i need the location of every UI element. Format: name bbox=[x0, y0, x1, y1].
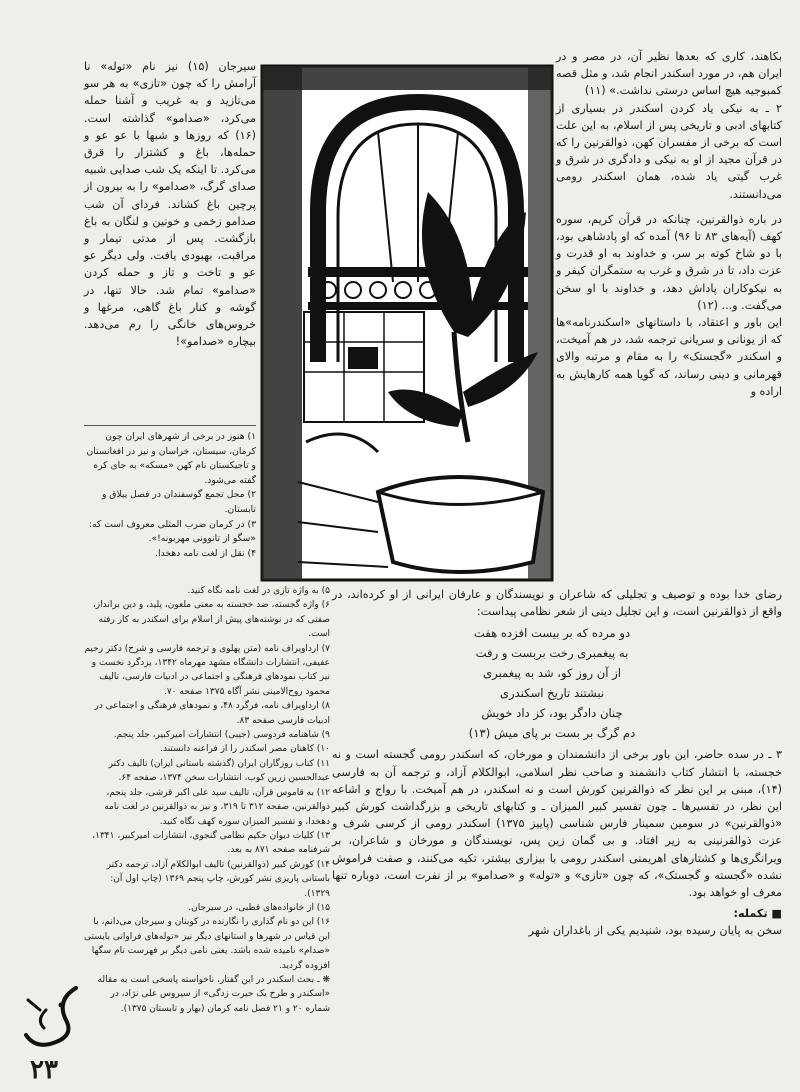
footnote: ۱) هنوز در برخی از شهرهای ایران چون کرمان، سیستان، خراسان و نیز در افغانستان و تاجیکستان نام کهن «مسکه» به جای کره گفته می‌شود. bbox=[86, 431, 256, 486]
wide-text-section bbox=[332, 586, 782, 940]
footnote: ۹) شاهنامه فردوسی (جیبی) انتشارات امیرکبیر، جلد پنجم. bbox=[113, 730, 330, 741]
paragraph: سخن به پایان رسیده بود، شنیدیم یکی از باغداران شهر bbox=[528, 924, 782, 938]
footnote: ۸) ارداویراف نامه، فرگرد ۴۸، و نمودهای فرهنگی و اجتماعی در ادبیات فارسی صفحه ۸۳. bbox=[94, 701, 330, 726]
poem-line: چنان دادگر بود، کز داد خویش bbox=[481, 706, 623, 721]
footnote: ۱۱) کتاب روزگاران ایران (گذشته باستانی ایران) تالیف دکتر عبدالحسین زرین کوب، انتشارات سخن ۱۳۷۴، صفحه ۶۴. bbox=[108, 758, 330, 784]
right-text-column bbox=[556, 48, 782, 400]
left-text-column bbox=[84, 58, 256, 350]
poem-line: از آن روز کو، شد به پیغمبری bbox=[483, 666, 621, 681]
page-number: ۲۳ bbox=[30, 1055, 58, 1085]
ink-illustration bbox=[258, 62, 556, 584]
footnote: ۳) در کرمان ضرب المثلی معروف است که: «سگو از تانوونی مهربونه!». bbox=[88, 518, 256, 545]
footnote: ۵) به واژه تازی در لغت نامه نگاه کنید. bbox=[187, 586, 330, 596]
paragraph: در باره ذوالقرنین، چنانکه در قرآن کریم، سوره کهف (آیه‌های ۸۳ تا ۹۶) آمده که او پادشاهی بود، با دو شاخ کوته بر سر، و خداوند به او قدرت و عزت داد، تا در شرق و غرب به ستمگران کیفر و به نیکوکاران پاداش دهد، و خداوند با او سخن می‌گفت. و... (۱۲) bbox=[556, 212, 783, 312]
footnote: ۱۶) این دو نام گذاری را نگارنده در کوبنان و سیرجان می‌دانم، با این قیاس در شهرها و استانهای دیگر نیز «توله‌های فراوانی بایستی «صدام» نامیده شده باشد. یعنی نامی دیگر بر فهرست نام سگها افزوده گردید. bbox=[83, 917, 330, 971]
poem-line: دو مرده که بر بیست افزده هفت bbox=[473, 626, 631, 641]
paragraph: ۳ ـ در سده حاضر، این باور برخی از دانشمندان و مورخان، که اسکندر رومی گجسته است و نه خجسته، با انتشار کتاب دانشمند و صاحب نظر اسلامی، ابوالکلام آزاد، و ترجمه آن به فارسی (۱۴)، مبنی بر این نظر که ذوالقرنین کورش است و نه اسکندر، در هم آمیخت. با رواج و اشاعه این نظر، در تفسیرها ـ چون تفسیر کبیر المیزان ـ و کتابهای تاریخی و بزرگداشت کورش کبیر «ذوالقرنین» در سومین سمینار فارس شناسی (پاییز ۱۳۷۵) اسکندر رومی از کرسی شرف و عزت ذوالقرنینی به زیر افتاد. و بی گمان زین پس، نویسندگان و مورخان و شاعران، بر ویرانگری‌ها و کشتارهای اهریمنی اسکندر رومی با بیزاری بیشتر، تکیه می‌کنند، و صفت فراموش نشده «گجسته و گجستک»، که چون «تازی» و «توله» و «صدامو» بر از نفرت است، دوباره تنها معرف او خواهد بود. bbox=[332, 748, 783, 900]
footnote: ۱۳) کلیات دیوان حکیم نظامی گنجوی، انتشارات امیرکبیر، ۱۳۴۱، شرفنامه صفحه ۸۷۱ به بعد. bbox=[92, 830, 330, 856]
footnote: ❋ ـ بحث اسکندر در این گفتار، ناخواسته پاسخی است به مقاله «اسکندر و طرح یک حیرت زدگی» از سیروس علی نژاد، در شماره ۲۰ و ۲۱ فصل نامه کرمان (بهار و تابستان ۱۳۷۵). bbox=[97, 974, 330, 1014]
addendum-heading: ■ تکمله: bbox=[733, 907, 782, 921]
paragraph: بکاهند، کاری که بعدها نظیر آن، در مصر و در ایران هم، در مورد اسکندر انجام شد، و مثل قصه کمبوجیه هیچ اساس درستی نداشت.» (۱۱) bbox=[556, 50, 782, 98]
footnotes-left bbox=[84, 425, 256, 561]
footnote: ۱۰) کاهنان مصر اسکندر را از فراعنه دانستند. bbox=[160, 744, 330, 755]
paragraph: ۲ ـ به نیکی یاد کردن اسکندر در بسیاری از کتابهای ادبی و تاریخی پس از اسلام، به این علت است که برخی از مفسران کهن، ذوالقرنین را که در قرآن مجید از او به نیکی و دادگری در شرق و غرب گیتی یاد شده، همان اسکندر رومی می‌دانستند. bbox=[556, 101, 782, 201]
poem bbox=[332, 623, 782, 743]
footnote: ۱۲) به قاموس قرآن، تالیف سید علی اکبر قرشی، جلد پنجم، ذوالقرنین، صفحه ۳۱۲ تا ۳۱۹، و نیز به ذوالقرنین در لغت نامه دهخدا، و تفسیر المیزان سوره کهف نگاه کنید. bbox=[104, 787, 330, 827]
footnote: ۲) محل تجمع گوسفندان در فصل ییلاق و تابستان. bbox=[101, 489, 256, 515]
paragraph: این باور و اعتقاد، با داستانهای «اسکندرنامه»ها که از یونانی و سریانی ترجمه شد، در هم آمیخت، و اسکندر «گجستک» را به مقام و مرتبه والای قهرمانی و دینی رساند، که گویا همه کارهایش به اراده و bbox=[556, 316, 782, 398]
footnote: ۴) نقل از لغت نامه دهخدا. bbox=[155, 547, 256, 559]
poem-line: دم گرگ بر بست بر پای میش (۱۳) bbox=[468, 726, 636, 741]
poem-line: نبشتند تاریخ اسکندری bbox=[499, 686, 605, 701]
paragraph: رضای خدا بوده و توصیف و تجلیلی که شاعران و نویسندگان و عارفان ایرانی از او کرده‌اند، در واقع از ذوالقرنین است، و این تجلیل دینی از شعر نظامی پیداست: bbox=[332, 588, 782, 619]
footnote: ۷) ارداویراف نامه (متن پهلوی و ترجمه فارسی و شرح) دکتر رحیم عفیفی، انتشارات دانشگاه مشهد مهرماه ۱۳۴۲، یزدگرد نخست و نیز کتاب نمودهای فرهنگی و اجتماعی در ادبیات فارسی، تالیف محمود روح‌الامینی نشر آگاه ۱۳۷۵ صفحه ۷۰. bbox=[84, 643, 330, 697]
poem-line: به پیغمبری رخت بربست و رفت bbox=[475, 646, 629, 661]
kerman-calligraphy-logo bbox=[16, 980, 86, 1060]
footnotes-bottom bbox=[84, 584, 330, 1016]
paragraph: سیرجان (۱۵) نیز نام «توله» نا آرامش را که چون «تازی» به هر سو می‌تازید و به غریب و آشنا حمله می‌کرد، «صدامو» گذاشته است. (۱۶) که روزها و شبها با عو عو و حمله‌ها، باغ و کشتزار را قرق می‌کرد. تا اینکه یک شب صدایی شبیه صدای گرگ، «صدامو» را به بیرون از پرچین باغ کشاند. فردای آن شب صدامو زخمی و خونین و لنگان به باغ بازگشت. پس از مدتی تیمار و مراقبت، بهبودی یافت. ولی دیگر عو عو و تاخت و تاز و حمله کردن «صدامو» تمام شد. حالا تنها، در گوشه و کنار باغ گاهی، مرغها و خروس‌های خانگی را رم می‌دهد. بیچاره «صدامو»! bbox=[84, 60, 256, 349]
footnote: ۱۴) کورش کبیر (ذوالقرنین) تالیف ابوالکلام آزاد، ترجمه دکتر باستانی پاریزی نشر کورش، چاپ پنجم ۱۳۶۹ (چاپ اول آن: ۱۳۲۹). bbox=[106, 859, 330, 899]
footnote: ۶) واژه گجسته، ضد خجسته به معنی ملعون، پلید، و دین برانداز، صفتی که در نوشته‌های پیش از اسلام برای اسکندر به کار رفته است. bbox=[92, 600, 330, 640]
footnote: ۱۵) از خانواده‌های قطبی، در سیرجان. bbox=[188, 902, 330, 913]
